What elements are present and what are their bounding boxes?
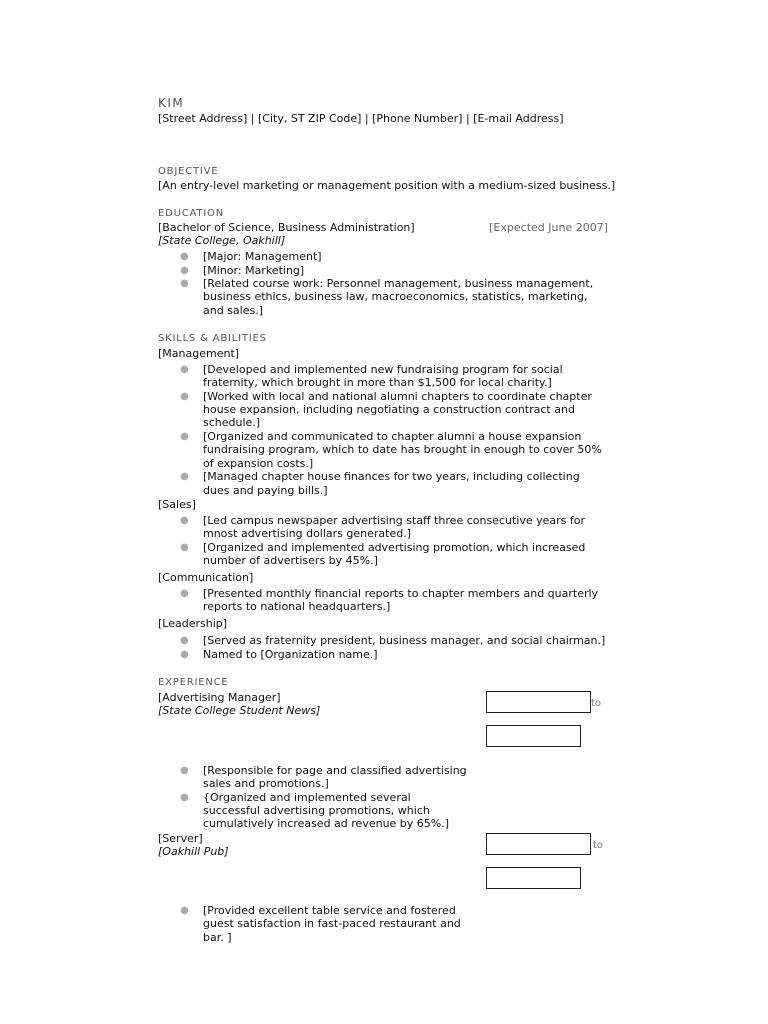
education-list — [158, 250, 608, 317]
job-title: [Advertising Manager] — [158, 691, 281, 704]
job-duties-list — [158, 764, 608, 831]
sales-list — [158, 514, 608, 568]
degree-title: [Bachelor of Science, Business Administration] — [158, 221, 415, 234]
skill-category-communication: [Communication] — [158, 571, 254, 584]
skill-category-sales: [Sales] — [158, 498, 196, 511]
list-item: ● [Developed and implemented new fundraising program for social fraternity, which brought in more than $1,500 for local charity.] — [180, 363, 563, 390]
list-item: ● [Led campus newspaper advertising staff three consecutive years for mnost advertising dollars generated.] — [180, 514, 586, 541]
skill-category-management: [Management] — [158, 347, 240, 360]
bullet-icon: ● — [180, 635, 189, 646]
bullet-icon: ● — [180, 264, 189, 276]
bullet-icon: ● — [180, 905, 189, 916]
bullet-icon: ● — [180, 648, 189, 660]
skill-category-leadership: [Leadership] — [158, 617, 228, 630]
date-separator: to — [593, 840, 604, 851]
resume-name: KIM — [158, 96, 185, 110]
start-date-field[interactable] — [486, 691, 591, 713]
bullet-icon: ● — [180, 541, 189, 553]
skills-heading: SKILLS & ABILITIES — [158, 333, 267, 344]
bullet-icon: ● — [180, 588, 189, 599]
list-item: ● [Worked with local and national alumni chapters to coordinate chapter house expansion, including negotiating a construction contract and schedule.] — [180, 389, 592, 430]
list-item: ● [Major: Management] — [180, 250, 322, 263]
list-item: ● [Presented monthly financial reports to chapter members and quarterly reports to national headquarters.] — [180, 587, 599, 614]
education-heading: EDUCATION — [158, 208, 224, 219]
bullet-icon: ● — [180, 278, 189, 290]
job-title: [Server] — [158, 832, 203, 845]
job-organization: [Oakhill Pub] — [158, 845, 229, 858]
start-date-field[interactable] — [486, 833, 591, 855]
bullet-icon: ● — [180, 471, 189, 483]
school-name: [State College, Oakhill] — [158, 234, 286, 247]
list-item: ● [Provided excellent table service and fostered guest satisfaction in fast-paced restaurant and bar. ] — [180, 904, 461, 944]
bullet-icon: ● — [180, 765, 189, 776]
bullet-icon: ● — [180, 251, 189, 262]
degree-date: [Expected June 2007] — [489, 221, 608, 234]
job-organization: [State College Student News] — [158, 704, 321, 717]
bullet-icon: ● — [180, 390, 189, 402]
management-list — [158, 363, 608, 497]
end-date-field[interactable] — [486, 867, 581, 889]
list-item: ● [Minor: Marketing] — [180, 263, 305, 277]
list-item: ● Named to [Organization name.] — [180, 647, 378, 661]
list-item: ● [Organized and implemented advertising promotion, which increased number of advertisers by 45%.] — [180, 540, 586, 568]
leadership-list — [158, 634, 608, 661]
bullet-icon: ● — [180, 515, 189, 526]
communication-list — [158, 587, 608, 614]
bullet-icon: ● — [180, 791, 189, 803]
objective-heading: OBJECTIVE — [158, 166, 219, 177]
contact-info: [Street Address] | [City, ST ZIP Code] | [Phone Number] | [E-mail Address] — [158, 112, 564, 125]
list-item: ● [Managed chapter house finances for two years, including collecting dues and paying bills.] — [180, 470, 580, 497]
bullet-icon: ● — [180, 364, 189, 375]
list-item: ● {Organized and implemented several successful advertising promotions, which cumulatively increased ad revenue by 65%.] — [180, 790, 450, 831]
list-item: ● [Responsible for page and classified advertising sales and promotions.] — [180, 764, 467, 791]
list-item: ● [Served as fraternity president, business manager, and social chairman.] — [180, 634, 606, 647]
list-item: ● [Related course work: Personnel management, business management, business ethics, business law, macroeconomics, statistics, marketing, and sales.] — [180, 277, 594, 317]
end-date-field[interactable] — [486, 725, 581, 747]
objective-text: [An entry-level marketing or management position with a medium-sized business.] — [158, 179, 616, 192]
bullet-icon: ● — [180, 431, 189, 443]
job-duties-list — [158, 904, 608, 944]
experience-heading: EXPERIENCE — [158, 677, 229, 688]
list-item: ● [Organized and communicated to chapter alumni a house expansion fundraising program, which to date has brought in enough to cover 50% of expansion costs.] — [180, 430, 602, 470]
date-separator: to — [591, 698, 602, 709]
